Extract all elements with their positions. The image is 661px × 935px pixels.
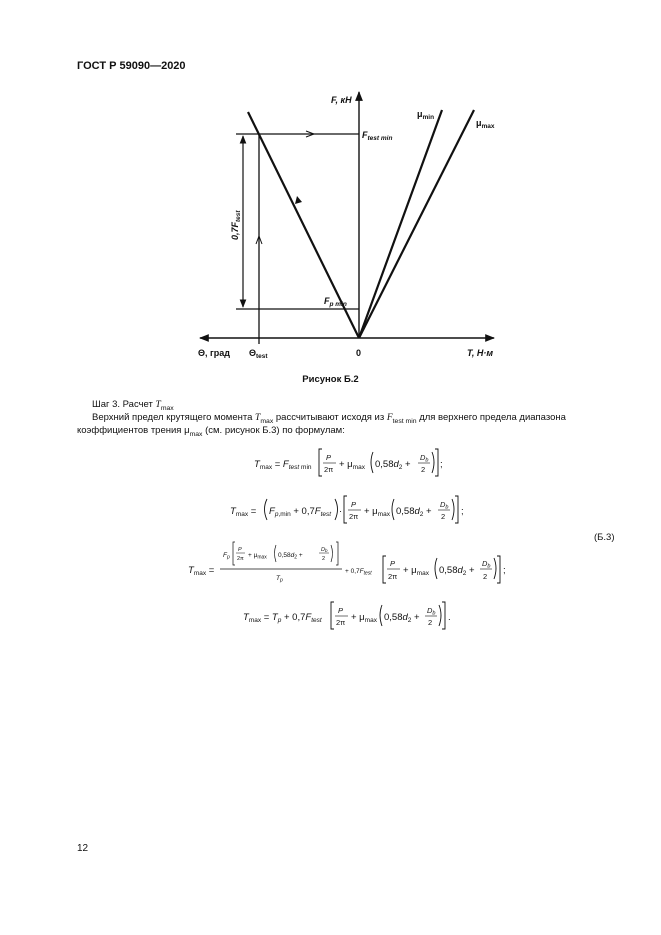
equation-3 bbox=[188, 542, 506, 584]
svg-text:Tp: $T_p$ bbox=[276, 575, 283, 584]
paragraph-line-2: коэффициентов трения $\mu_{max}$ (см. рисунок Б.3) по формулам: bbox=[77, 425, 345, 438]
svg-text:P: P bbox=[326, 453, 332, 462]
svg-text:Db: $D_b$ bbox=[440, 500, 449, 511]
svg-text:0,58d2 +: $0,58d_2$ + bbox=[396, 506, 432, 518]
svg-text:;: ; bbox=[440, 459, 443, 470]
svg-text:2π: 2π bbox=[324, 465, 334, 474]
svg-text:Tmax = Tp + 0,7Ftest: $T_{max} = T_p + 0,7F_{test}$ bbox=[243, 612, 322, 624]
svg-text:;: ; bbox=[461, 506, 464, 517]
svg-text:P: P bbox=[238, 547, 242, 553]
equation-number: (Б.3) bbox=[594, 532, 615, 543]
svg-text:2: 2 bbox=[483, 572, 488, 581]
paragraph-line-1: Верхний предел крутящего момента $T_{max}$ рассчитывают исходя из $F_{test min}$ для верхнего предела диапазона bbox=[92, 412, 566, 425]
mu-min-label: μ bbox=[417, 109, 423, 119]
equation-4 bbox=[243, 602, 451, 629]
svg-text:+ μmax: + $\mu_{max}$ bbox=[248, 552, 267, 561]
svg-text:P: P bbox=[390, 559, 396, 568]
svg-text:Tmax =: $T_{max}$ = bbox=[188, 565, 215, 577]
figure-caption: Рисунок Б.2 bbox=[302, 374, 359, 385]
svg-text:Tmax = Ftest min: $T_{max} = F_{test}$ min bbox=[254, 459, 312, 471]
svg-text:+ μmax: + $\mu_{max}$ bbox=[403, 565, 429, 577]
svg-text:0,58d2 +: $0,58d_2$ + bbox=[278, 552, 303, 561]
svg-text:0,58d2 +: $0,58d_2$ + bbox=[384, 612, 420, 624]
svg-text:+ μmax: + $\mu_{max}$ bbox=[351, 612, 377, 624]
document-code: ГОСТ Р 59090—2020 bbox=[77, 60, 186, 72]
equation-2 bbox=[230, 496, 464, 523]
svg-text:P: P bbox=[351, 500, 357, 509]
svg-text:2: 2 bbox=[421, 465, 426, 474]
svg-text:0,58d2 +: $0,58d_2$ + bbox=[375, 459, 411, 471]
svg-text:Fp: $F_p$ bbox=[223, 552, 230, 561]
page-number: 12 bbox=[77, 843, 89, 854]
svg-text:Db: $D_b$ bbox=[482, 559, 491, 570]
svg-text:;: ; bbox=[503, 565, 506, 576]
theta-test-label: Θ bbox=[249, 348, 257, 358]
mu-max-label: μ bbox=[476, 118, 482, 128]
svg-text:2π: 2π bbox=[237, 556, 244, 562]
equation-1 bbox=[254, 449, 443, 476]
svg-text:2: 2 bbox=[441, 512, 446, 521]
step-3-heading: Шаг 3. Расчет $T_{max}$ bbox=[92, 399, 174, 412]
x-axis-left-label: Θ, град bbox=[198, 348, 230, 358]
svg-text:.: . bbox=[448, 612, 451, 623]
svg-text:+ 0,7Ftest: + $0,7F_{test}$ bbox=[345, 568, 372, 577]
svg-text:+ μmax: + $\mu_{max}$ bbox=[364, 506, 390, 518]
svg-text:2: 2 bbox=[322, 556, 326, 562]
f-p-min-label: F bbox=[324, 296, 330, 306]
svg-text:Fp,min + 0,7Ftest: $F_p,\min + 0,7F_{test}$ bbox=[269, 506, 332, 518]
svg-text:2π: 2π bbox=[336, 618, 346, 627]
svg-text:0,58d2 +: $0,58d_2$ + bbox=[439, 565, 475, 577]
svg-text:0,7Ftest: $0,7F_{test}$ bbox=[230, 210, 242, 240]
origin-label: 0 bbox=[356, 348, 362, 358]
y-axis-label: F, кН bbox=[331, 95, 352, 105]
f-test-min-label: F bbox=[362, 130, 368, 140]
svg-text:Θtest: $\Theta_{test}$ bbox=[249, 348, 268, 360]
svg-text:Fp min: $F_{p min}$ bbox=[324, 296, 347, 308]
dimension-label: 0,7F bbox=[230, 221, 240, 240]
x-axis-right-label: T, Н·м bbox=[467, 348, 493, 358]
svg-text:μmax: $\mu_{max}$ bbox=[476, 118, 495, 130]
svg-text:+ μmax: + $\mu_{max}$ bbox=[339, 459, 365, 471]
svg-text:Db: $D_b$ bbox=[420, 453, 429, 464]
svg-text:Tmax =: $T_{max}$ = bbox=[230, 506, 257, 518]
svg-text:·: · bbox=[339, 506, 343, 517]
svg-text:Ftest min: $F_{test min}$ bbox=[362, 130, 393, 142]
svg-text:2π: 2π bbox=[349, 512, 359, 521]
svg-text:μmin: $\mu_{min}$ bbox=[417, 109, 435, 121]
svg-text:Db: Db bbox=[321, 547, 328, 553]
svg-text:Db: $D_b$ bbox=[427, 606, 436, 617]
svg-text:2π: 2π bbox=[388, 572, 398, 581]
svg-text:P: P bbox=[338, 606, 344, 615]
svg-text:2: 2 bbox=[428, 618, 433, 627]
